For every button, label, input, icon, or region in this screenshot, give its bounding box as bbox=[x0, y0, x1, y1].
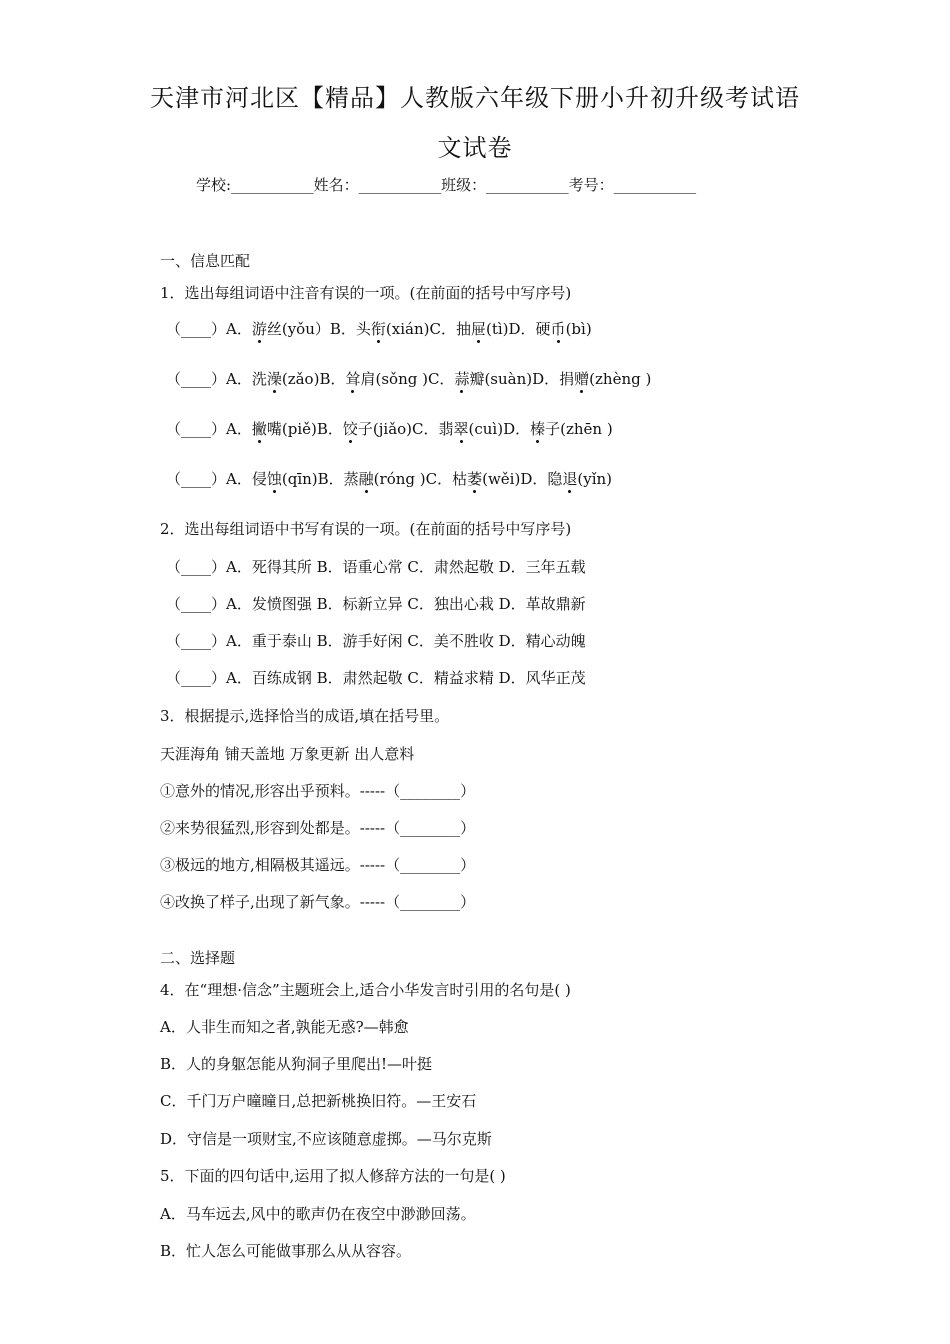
q3-word-bank: 天涯海角 铺天盖地 万象更新 出人意料 bbox=[160, 745, 415, 763]
name-blank[interactable]: ___________ bbox=[358, 176, 442, 194]
q3-item: ③极远的地方,相隔极其遥远。-----（________） bbox=[160, 856, 476, 874]
school-blank[interactable]: ___________ bbox=[231, 176, 314, 194]
name-label: 姓名： bbox=[313, 176, 359, 194]
section2-heading: 二、选择题 bbox=[160, 949, 236, 967]
q4-option: A．人非生而知之者,孰能无惑?—韩愈 bbox=[160, 1018, 409, 1036]
q2-row: （____）A．重于泰山 B．游手好闲 C．美不胜收 D．精心动魄 bbox=[166, 632, 586, 650]
section1-heading: 一、信息匹配 bbox=[160, 252, 251, 270]
q2-row: （____）A．发愤图强 B．标新立异 C．独出心栽 D．革故鼎新 bbox=[166, 595, 586, 613]
q2-row: （____）A．死得其所 B．语重心常 C．肃然起敬 D．三年五载 bbox=[166, 558, 586, 576]
school-label: 学校: bbox=[196, 176, 232, 194]
q1-row: （____）A．洗澡(zǎo)B．耸肩(sǒng )C．蒜瓣(suàn)D．捐赠(zhèng ) bbox=[166, 370, 652, 388]
class-label: 班级： bbox=[441, 176, 487, 194]
exam-title-line1: 天津市河北区【精品】人教版六年级下册小升初升级考试语 bbox=[150, 84, 800, 112]
q5-option: B．忙人怎么可能做事那么从从容容。 bbox=[160, 1242, 412, 1260]
q4-option: C．千门万户曈曈日,总把新桃换旧符。—王安石 bbox=[160, 1092, 477, 1110]
q1-row: （____）A．侵蚀(qīn)B．蒸融(róng )C．枯萎(wěi)D．隐退(yǐn) bbox=[166, 470, 613, 488]
q2-stem: 2．选出每组词语中书写有误的一项。(在前面的括号中写序号) bbox=[160, 520, 572, 538]
number-blank[interactable]: ___________ bbox=[613, 176, 697, 194]
q3-item: ①意外的情况,形容出乎预料。-----（________） bbox=[160, 782, 476, 800]
student-info-line bbox=[196, 174, 696, 195]
q4-stem: 4．在“理想·信念”主题班会上,适合小华发言时引用的名句是( ) bbox=[160, 981, 571, 999]
class-blank[interactable]: ___________ bbox=[486, 176, 569, 194]
q5-stem: 5．下面的四句话中,运用了拟人修辞方法的一句是( ) bbox=[160, 1167, 506, 1185]
number-label: 考号： bbox=[568, 176, 614, 194]
q1-row: （____）A．游丝(yǒu）B．头衔(xián)C．抽屉(tì)D．硬币(bì) bbox=[166, 320, 592, 338]
exam-title-line2: 文试卷 bbox=[437, 134, 513, 162]
q5-option: A．马车远去,风中的歌声仍在夜空中渺渺回荡。 bbox=[160, 1205, 476, 1223]
q1-stem: 1．选出每组词语中注音有误的一项。(在前面的括号中写序号) bbox=[160, 284, 572, 302]
q3-item: ④改换了样子,出现了新气象。-----（________） bbox=[160, 893, 476, 911]
q1-row: （____）A．撇嘴(piě)B．饺子(jiǎo)C．翡翠(cuì)D．榛子(zhēn ) bbox=[166, 420, 613, 438]
q4-option: B．人的身躯怎能从狗洞子里爬出!—叶挺 bbox=[160, 1055, 433, 1073]
q3-stem: 3．根据提示,选择恰当的成语,填在括号里。 bbox=[160, 707, 450, 725]
q3-item: ②来势很猛烈,形容到处都是。-----（________） bbox=[160, 819, 476, 837]
q2-row: （____）A．百练成钢 B．肃然起敬 C．精益求精 D．风华正茂 bbox=[166, 669, 586, 687]
q4-option: D．守信是一项财宝,不应该随意虚掷。—马尔克斯 bbox=[160, 1130, 492, 1148]
